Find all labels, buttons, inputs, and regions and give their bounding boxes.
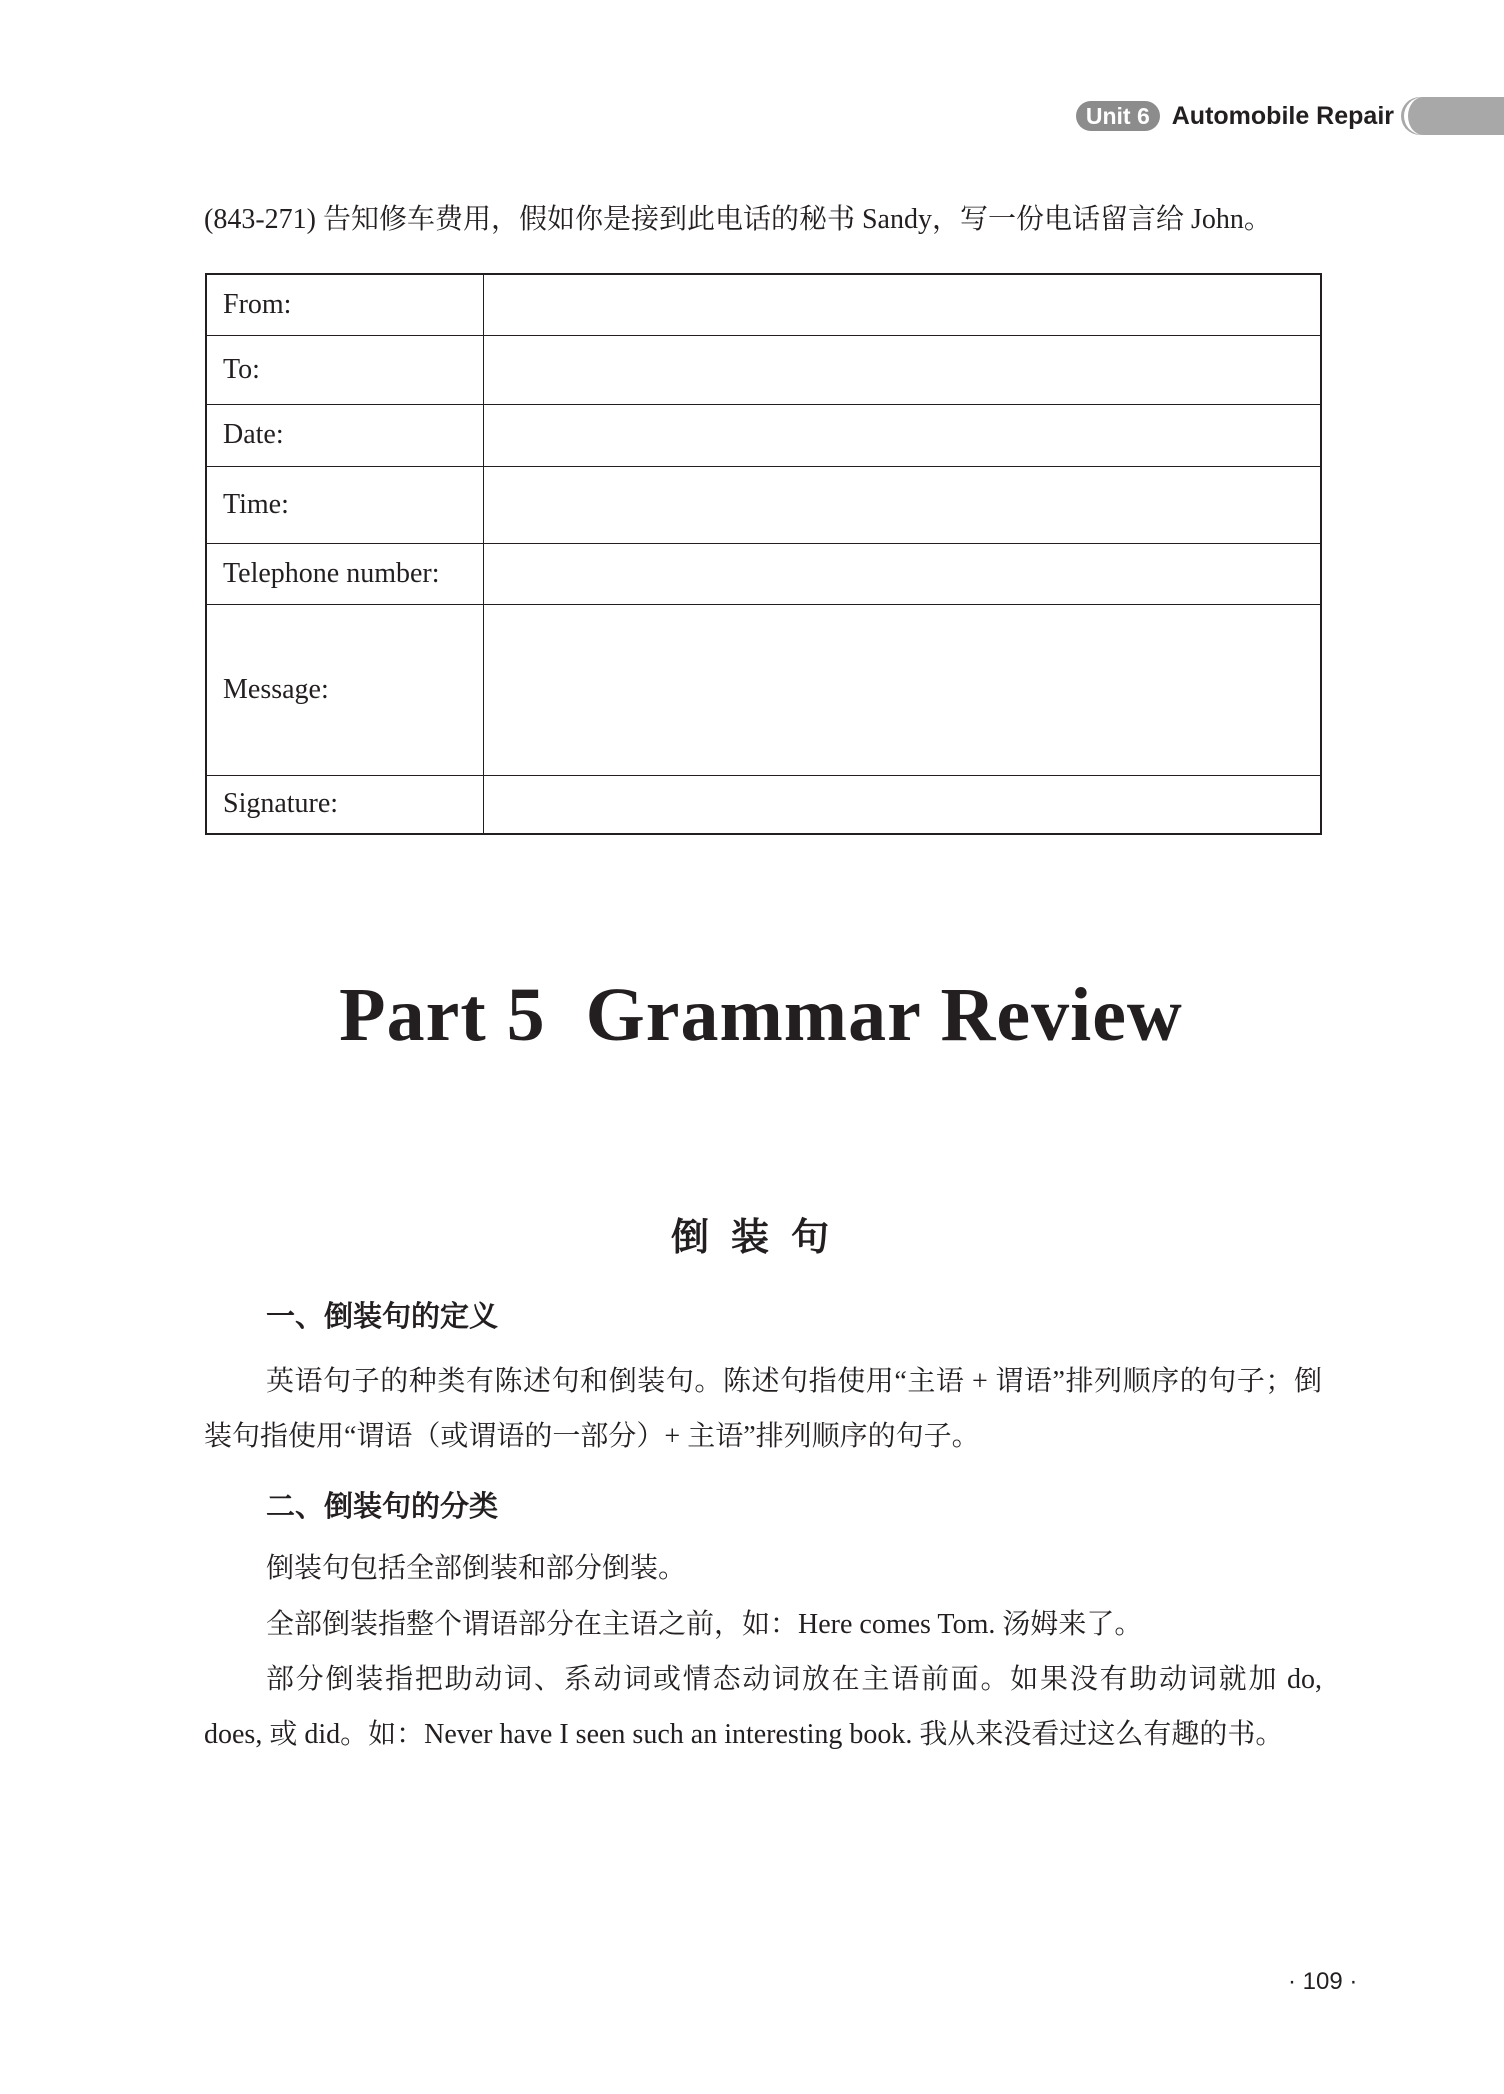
form-row-time bbox=[206, 466, 1321, 543]
form-label-signature: Signature: bbox=[206, 775, 484, 834]
subsection-heading-definition: 一、倒装句的定义 bbox=[266, 1301, 499, 1333]
form-field-telephone[interactable] bbox=[484, 543, 1322, 604]
form-field-from[interactable] bbox=[484, 274, 1322, 335]
intro-sentence: (843-271) 告知修车费用，假如你是接到此电话的秘书 Sandy，写一份电话留言给 John。 bbox=[204, 204, 1272, 235]
form-label-telephone: Telephone number: bbox=[206, 543, 484, 604]
section-title: 倒装句 bbox=[670, 1217, 851, 1259]
form-row-message bbox=[206, 604, 1321, 775]
form-row-to bbox=[206, 335, 1321, 404]
form-field-to[interactable] bbox=[484, 335, 1322, 404]
form-field-signature[interactable] bbox=[484, 775, 1322, 834]
paragraph-classification-intro: 倒装句包括全部倒装和部分倒装。 bbox=[266, 1553, 687, 1584]
page-number: · 109 · bbox=[1288, 1968, 1358, 1995]
form-label-message: Message: bbox=[206, 604, 484, 775]
unit-badge: Unit 6 bbox=[1076, 101, 1160, 131]
form-label-to: To: bbox=[206, 335, 484, 404]
chapter-title: Automobile Repair bbox=[1171, 101, 1394, 130]
form-field-date[interactable] bbox=[484, 404, 1322, 466]
header-tab-decoration bbox=[1404, 97, 1504, 135]
form-row-date bbox=[206, 404, 1321, 466]
form-row-signature bbox=[206, 775, 1321, 834]
form-label-date: Date: bbox=[206, 404, 484, 466]
form-row-from bbox=[206, 274, 1321, 335]
phone-message-form bbox=[205, 273, 1322, 835]
form-row-telephone bbox=[206, 543, 1321, 604]
paragraph-partial-inversion: 部分倒装指把助动词、系动词或情态动词放在主语前面。如果没有助动词就加 do, does, 或 did。如：Never have I seen such an interesting book. 我从来没看过这么有趣的书。 bbox=[204, 1664, 1322, 1750]
paragraph-full-inversion: 全部倒装指整个谓语部分在主语之前，如：Here comes Tom. 汤姆来了。 bbox=[266, 1609, 1143, 1640]
form-field-time[interactable] bbox=[484, 466, 1322, 543]
subsection-heading-classification: 二、倒装句的分类 bbox=[266, 1491, 499, 1523]
form-label-from: From: bbox=[206, 274, 484, 335]
form-label-time: Time: bbox=[206, 466, 484, 543]
running-header bbox=[1076, 98, 1504, 134]
paragraph-definition: 英语句子的种类有陈述句和倒装句。陈述句指使用“主语 + 谓语”排列顺序的句子；倒装句指使用“谓语（或谓语的一部分）+ 主语”排列顺序的句子。 bbox=[204, 1366, 1322, 1452]
form-field-message[interactable] bbox=[484, 604, 1322, 775]
part-heading: Part 5 Grammar Review bbox=[339, 973, 1183, 1057]
